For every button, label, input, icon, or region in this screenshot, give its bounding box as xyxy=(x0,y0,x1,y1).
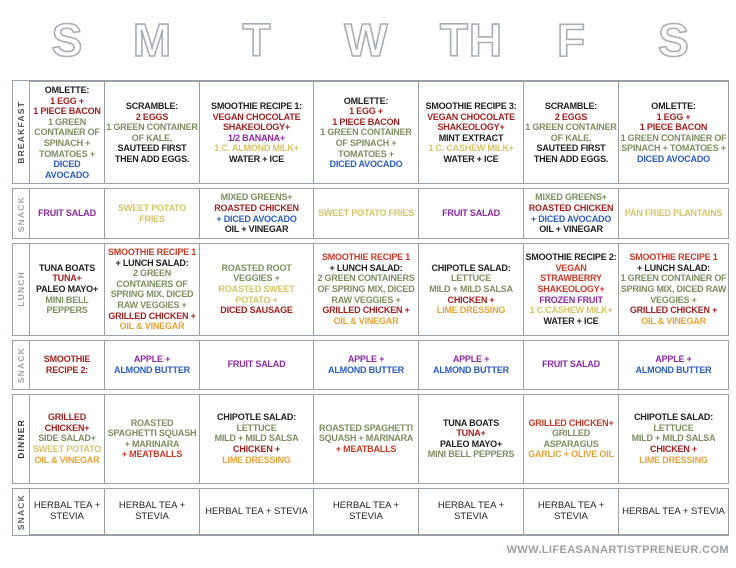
meal-cell xyxy=(200,340,314,390)
meal-cell xyxy=(105,394,200,484)
meal-text: GRILLED CHICKEN + xyxy=(629,305,718,316)
meal-row xyxy=(12,243,729,336)
meal-text: LETTUCE xyxy=(236,422,277,433)
meal-cell xyxy=(524,80,619,184)
row-label xyxy=(12,243,30,336)
meal-cell xyxy=(105,188,200,238)
row-label-text: BREAKFAST xyxy=(16,100,26,164)
meal-text: LIME DRESSING xyxy=(639,454,708,465)
meal-text: FRUIT SALAD xyxy=(442,208,500,219)
day-header-row xyxy=(12,0,729,80)
row-label-text: DINNER xyxy=(16,418,26,459)
meal-text: SMOOTHIE RECIPE 2: xyxy=(525,252,617,263)
meal-text: HERBAL TEA + STEVIA xyxy=(332,500,400,523)
meal-text: GARLIC + OLIVE OIL xyxy=(528,449,614,460)
meal-cell xyxy=(105,243,200,336)
meal-text: MINI BELL PEPPERS xyxy=(45,294,89,316)
meal-cell xyxy=(30,394,105,484)
meal-text: 1 EGG + xyxy=(349,106,383,117)
meal-text: SMOOTHIE RECIPE 2: xyxy=(43,354,91,375)
meal-text: SMOOTHIE RECIPE 1 xyxy=(107,246,197,257)
meal-cell xyxy=(30,340,105,390)
meal-text: PALEO MAYO+ xyxy=(439,438,503,449)
day-header-letter: T xyxy=(242,14,272,66)
meal-text: 1 PIECE BACON xyxy=(639,122,708,133)
meal-text: OIL & VINEGAR xyxy=(641,315,706,326)
meal-text: MILD + MILD SALSA xyxy=(631,433,716,444)
meal-row xyxy=(12,394,729,484)
meal-cell xyxy=(619,394,729,484)
meal-text: HERBAL TEA + STEVIA xyxy=(622,505,725,517)
meal-text: 1 C. ALMOND MILK+ xyxy=(214,143,299,154)
meal-text: SMOOTHIE RECIPE 3: xyxy=(425,100,517,111)
meal-cell xyxy=(200,394,314,484)
meal-text: WATER + ICE xyxy=(543,315,599,326)
meal-cell xyxy=(105,488,200,536)
meal-cell xyxy=(30,80,105,184)
meal-cell xyxy=(105,80,200,184)
meal-text: + DICED AVOCADO xyxy=(216,213,297,224)
meal-text: HERBAL TEA + STEVIA xyxy=(437,500,505,523)
meal-text: SMOOTHIE RECIPE 1 xyxy=(321,252,411,263)
meal-text: VEGAN CHOCOLATE SHAKEOLOGY+ xyxy=(427,111,515,133)
meal-text: 1/2 BANANA+ xyxy=(227,132,286,143)
meal-cell xyxy=(200,243,314,336)
meal-text: MILD + MILD SALSA xyxy=(214,433,299,444)
meal-text: OIL & VINEGAR xyxy=(119,321,185,332)
meal-text: ALMOND BUTTER xyxy=(433,364,509,375)
meal-text: TUNA BOATS xyxy=(39,262,95,273)
row-label xyxy=(12,80,30,184)
meal-text: SWEET POTATO FRIES xyxy=(117,203,187,224)
meal-text: MINI BELL PEPPERS xyxy=(427,449,515,460)
day-header-letter: TH xyxy=(439,14,504,66)
meal-cell xyxy=(200,488,314,536)
meal-cell xyxy=(314,243,419,336)
meal-cell xyxy=(619,488,729,536)
meal-text: SCRAMBLE: xyxy=(544,100,598,111)
meal-text: CHIPOTLE SALAD: xyxy=(634,412,713,423)
meal-text: APPLE + xyxy=(133,354,171,365)
meal-cell xyxy=(419,340,524,390)
meal-text: ALMOND BUTTER xyxy=(635,364,712,375)
meal-cell xyxy=(419,243,524,336)
meal-text: SAUTEED FIRST THEN ADD EGGS. xyxy=(114,143,190,164)
row-label-text: SNACK xyxy=(16,493,26,530)
meal-text: DICED AVOCADO xyxy=(45,159,89,180)
meal-table xyxy=(12,80,729,536)
meal-cell xyxy=(314,188,419,238)
meal-text: DICED AVOCADO xyxy=(637,153,710,164)
day-header-letter: M xyxy=(132,14,173,66)
meal-text: + MEATBALLS xyxy=(121,449,183,460)
meal-text: MIXED GREENS+ xyxy=(535,192,607,203)
meal-cell xyxy=(314,340,419,390)
meal-text: 1 PIECE BACON xyxy=(33,106,101,117)
meal-text: SCRAMBLE: xyxy=(125,100,179,111)
meal-text: 2 EGGS xyxy=(135,111,169,122)
meal-text: OMLETTE: xyxy=(44,85,90,95)
meal-text: LETTUCE xyxy=(450,273,492,284)
day-header-letter: S xyxy=(658,14,690,66)
meal-text: 1 PIECE BACON xyxy=(332,116,400,127)
meal-text: ALMOND BUTTER xyxy=(114,364,190,375)
meal-text: GRILLED CHICKEN + xyxy=(108,310,196,321)
meal-text: GRILLED CHICKEN+ xyxy=(528,417,614,428)
meal-text: WATER + ICE xyxy=(229,153,284,164)
meal-text: FRUIT SALAD xyxy=(542,359,600,370)
meal-text: SWEET POTATO FRIES xyxy=(318,208,414,219)
meal-row xyxy=(12,80,729,184)
meal-text: CHIPOTLE SALAD: xyxy=(217,412,296,423)
meal-text: HERBAL TEA + STEVIA xyxy=(205,505,308,517)
meal-text: PALEO MAYO+ xyxy=(35,284,99,295)
meal-text: + LUNCH SALAD: xyxy=(115,257,189,268)
meal-cell xyxy=(619,243,729,336)
meal-cell xyxy=(200,188,314,238)
day-header-letter: W xyxy=(344,14,389,66)
meal-text: OIL & VINEGAR xyxy=(34,454,100,465)
meal-cell xyxy=(419,188,524,238)
meal-text: OMLETTE: xyxy=(343,95,389,106)
meal-cell xyxy=(419,488,524,536)
day-header-letter: S xyxy=(51,14,84,66)
meal-text: + LUNCH SALAD: xyxy=(637,262,710,273)
meal-text: 1 GREEN CONTAINER OF SPRING MIX, DICED RAW VEGGIES + xyxy=(620,273,727,305)
meal-text: ROASTED ROOT VEGGIES + xyxy=(221,262,292,284)
meal-cell xyxy=(619,80,729,184)
meal-cell xyxy=(419,80,524,184)
meal-cell xyxy=(30,488,105,536)
meal-text: HERBAL TEA + STEVIA xyxy=(33,500,101,523)
meal-text: OIL + VINEGAR xyxy=(224,224,289,235)
row-label-text: LUNCH xyxy=(16,271,26,308)
meal-text: GRILLED CHICKEN + xyxy=(322,305,410,316)
meal-cell xyxy=(30,243,105,336)
meal-text: 1 C.CASHEW MILK+ xyxy=(529,305,613,316)
meal-text: ALMOND BUTTER xyxy=(328,364,404,375)
meal-text: TUNA BOATS xyxy=(443,417,499,428)
meal-text: CHIPOTLE SALAD: xyxy=(431,262,511,273)
meal-row xyxy=(12,488,729,536)
row-label xyxy=(12,394,30,484)
meal-text: VEGAN STRAWBERRY SHAKEOLOGY+ xyxy=(537,262,605,295)
meal-text: GRILLED ASPARAGUS xyxy=(543,428,599,449)
meal-text: 1 GREEN CONTAINER OF SPINACH + TOMATOES + xyxy=(620,132,727,154)
meal-cell xyxy=(314,394,419,484)
row-label xyxy=(12,188,30,238)
meal-text: 1 GREEN CONTAINER OF SPINACH + TOMATOES + xyxy=(320,127,412,159)
meal-text: TUNA+ xyxy=(52,273,82,284)
meal-text: CHICKEN + xyxy=(650,444,697,455)
meal-text: OMLETTE: xyxy=(651,100,696,111)
meal-text: FRUIT SALAD xyxy=(38,208,96,219)
meal-text: SWEET POTATO xyxy=(32,444,102,455)
meal-text: 1 GREEN CONTAINER OF KALE, xyxy=(525,122,617,143)
meal-text: PAN FRIED PLANTAINS xyxy=(624,208,723,219)
meal-cell xyxy=(524,243,619,336)
meal-text: + LUNCH SALAD: xyxy=(329,262,403,273)
meal-text: SAUTEED FIRST THEN ADD EGGS. xyxy=(533,143,609,164)
meal-text: APPLE + xyxy=(347,354,385,365)
meal-text: SMOOTHIE RECIPE 1 xyxy=(629,252,718,263)
meal-text: 1 GREEN CONTAINER OF KALE, xyxy=(106,122,198,143)
meal-text: 1 EGG + xyxy=(50,95,84,106)
meal-text: APPLE + xyxy=(452,354,490,365)
meal-row xyxy=(12,188,729,238)
meal-text: ROASTED SPAGHETTI SQUASH + MARINARA xyxy=(318,422,414,444)
meal-cell xyxy=(314,488,419,536)
meal-text: LIME DRESSING xyxy=(436,305,506,316)
meal-text: LETTUCE xyxy=(653,422,694,433)
row-label-text: SNACK xyxy=(16,346,26,383)
meal-text: FRUIT SALAD xyxy=(227,359,286,370)
meal-text: + DICED AVOCADO xyxy=(530,213,612,224)
row-label-text: SNACK xyxy=(16,195,26,232)
meal-row xyxy=(12,340,729,390)
meal-text: DICED AVOCADO xyxy=(329,159,403,170)
meal-text: MIXED GREENS+ xyxy=(220,192,293,203)
meal-text: ROASTED CHICKEN xyxy=(528,203,614,214)
meal-cell xyxy=(524,488,619,536)
meal-cell xyxy=(524,394,619,484)
meal-text: 1 EGG + xyxy=(656,111,691,122)
day-header-letter: F xyxy=(556,14,587,66)
meal-cell xyxy=(619,340,729,390)
meal-text: OIL + VINEGAR xyxy=(539,224,603,235)
meal-text: 1 GREEN CONTAINER OF SPINACH + TOMATOES + xyxy=(34,116,100,159)
meal-cell xyxy=(524,340,619,390)
meal-text: WATER + ICE xyxy=(443,153,499,164)
row-label xyxy=(12,488,30,536)
meal-text: APPLE + xyxy=(655,354,692,365)
meal-text: CHICKEN + xyxy=(447,294,495,305)
meal-text: 2 GREEN CONTAINERS OF SPRING MIX, DICED RAW VEGGIES + xyxy=(317,273,415,305)
meal-text: + MEATBALLS xyxy=(335,444,397,455)
meal-text: 2 EGGS xyxy=(554,111,588,122)
meal-text: TUNA+ xyxy=(456,428,486,439)
meal-text: OIL & VINEGAR xyxy=(333,315,399,326)
meal-text: 1 C. CASHEW MILK+ xyxy=(428,143,514,154)
meal-text: ROASTED CHICKEN xyxy=(214,203,299,214)
meal-cell xyxy=(524,188,619,238)
meal-text: MILD + MILD SALSA xyxy=(429,284,513,295)
meal-cell xyxy=(30,188,105,238)
meal-cell xyxy=(314,80,419,184)
meal-text: SMOOTHIE RECIPE 1: xyxy=(211,100,302,111)
meal-text: LIME DRESSING xyxy=(222,454,291,465)
meal-text: DICED SAUSAGE xyxy=(220,305,293,316)
meal-text: 2 GREEN CONTAINERS OF SPRING MIX, DICED RAW VEGGIES + xyxy=(110,268,194,310)
meal-text: GRILLED CHICKEN+ xyxy=(44,412,90,433)
meal-text: MINT EXTRACT xyxy=(438,132,504,143)
meal-text: HERBAL TEA + STEVIA xyxy=(118,500,186,523)
meal-text: VEGAN CHOCOLATE SHAKEOLOGY+ xyxy=(212,111,301,133)
meal-text: ROASTED SPAGHETTI SQUASH + MARINARA xyxy=(107,417,197,449)
meal-text: CHICKEN + xyxy=(233,444,280,455)
meal-cell xyxy=(105,340,200,390)
meal-text: SIDE SALAD+ xyxy=(38,433,96,444)
meal-text: FROZEN FRUIT xyxy=(539,294,603,305)
row-label xyxy=(12,340,30,390)
website-url: WWW.LIFEASANARTISTPRENEUR.COM xyxy=(506,543,729,556)
meal-text: ROASTED SWEET POTATO + xyxy=(218,284,295,305)
meal-text: HERBAL TEA + STEVIA xyxy=(537,500,605,523)
meal-cell xyxy=(419,394,524,484)
meal-cell xyxy=(200,80,314,184)
meal-cell xyxy=(619,188,729,238)
